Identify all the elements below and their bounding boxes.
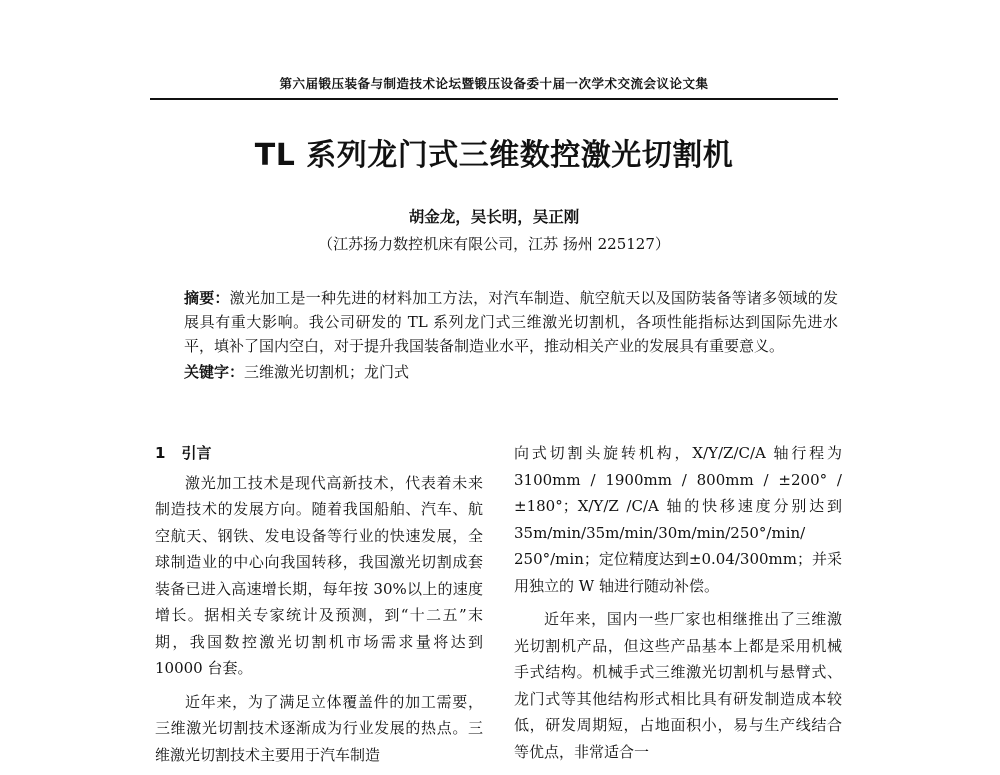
right-paragraph-2: 近年来，国内一些厂家也相继推出了三维激光切割机产品，但这些产品基本上都是采用机械手式结构。机械手式三维激光切割机与悬臂式、龙门式等其他结构形式相比具有研发制造成本较低，研发周期短，占地面积小，易与生产线结合等优点，非常适合一: [514, 610, 842, 761]
keywords: [152, 360, 838, 384]
abstract-label: 摘要：: [184, 289, 230, 307]
paper-title: TL 系列龙门式三维数控激光切割机: [254, 138, 734, 173]
intro-paragraph-1: 激光加工技术是现代高新技术，代表着未来制造技术的发展方向。随着我国船舶、汽车、航空航天、钢铁、发电设备等行业的快速发展，全球制造业的中心向我国转移，我国激光切割成套装备已进入高速增长期，每年按 30%以上的速度增长。据相关专家统计及预测，到“十二五”末期，我国数控激光切割机市场需求量将达到 10000 台套。: [155, 473, 483, 677]
abstract: [152, 286, 838, 384]
abstract-paragraph: [152, 286, 838, 358]
keywords-label: 关键字：: [184, 363, 245, 381]
right-column: [514, 440, 842, 772]
right-paragraph-1: 向式切割头旋转机构，X/Y/Z/C/A 轴行程为 3100mm / 1900mm / 800mm / ±200° / ±180°；X/Y/Z /C/A 轴的快移速度分别达到 35m/min/35m/min/30m/min/250°/min/ 250°/min；定位精度达到±0.04/300mm；并采用独立的 W 轴进行随动补偿。: [514, 444, 842, 595]
left-column: [155, 440, 483, 775]
section-title: 引言: [181, 444, 212, 462]
affiliation: （江苏扬力数控机床有限公司，江苏 扬州 225127）: [318, 235, 670, 253]
section-number: 1: [155, 444, 166, 462]
running-header: 第六届锻压装备与制造技术论坛暨锻压设备委十届一次学术交流会议论文集: [279, 76, 709, 91]
section-heading: [155, 440, 483, 467]
keywords-text: 三维激光切割机；龙门式: [244, 363, 410, 381]
abstract-text: 激光加工是一种先进的材料加工方法，对汽车制造、航空航天以及国防装备等诸多领域的发展具有重大影响。我公司研发的 TL 系列龙门式三维激光切割机，各项性能指标达到国际先进水平，填补了国内空白，对于提升我国装备制造业水平，推动相关产业的发展具有重要意义。: [184, 289, 838, 355]
authors: 胡金龙，吴长明，吴正刚: [408, 208, 580, 226]
intro-paragraph-2: 近年来，为了满足立体覆盖件的加工需要，三维激光切割技术逐渐成为行业发展的热点。三维激光切割技术主要用于汽车制造: [155, 692, 483, 764]
header-rule: [150, 98, 838, 100]
